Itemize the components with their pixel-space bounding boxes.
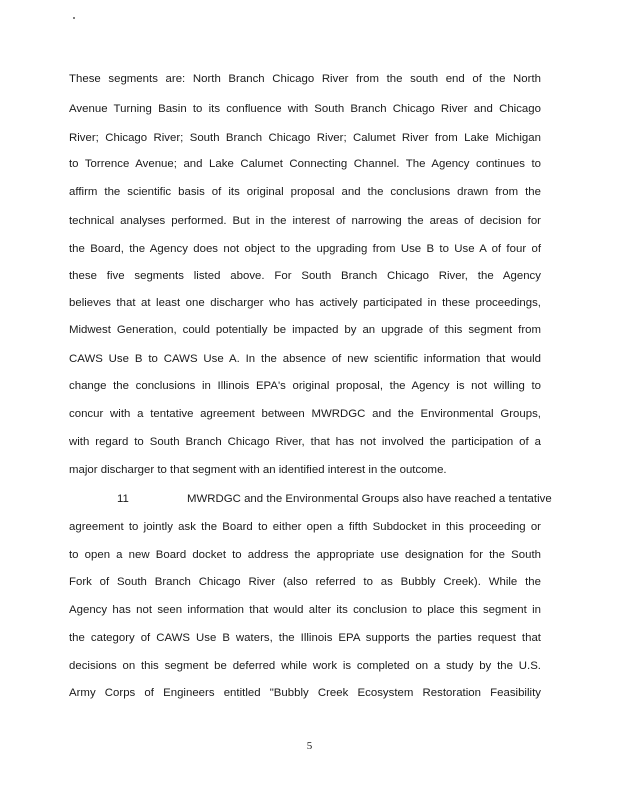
paragraph-1-line-15: major discharger to that segment with an identified interest in the outcome.: [69, 464, 447, 476]
paragraph-1-line-10: Midwest Generation, could potentially be impacted by an upgrade of this segment from: [69, 324, 541, 336]
paragraph-1-line-13: concur with a tentative agreement between MWRDGC and the Environmental Groups,: [69, 408, 541, 420]
paragraph-1-line-7: the Board, the Agency does not object to the upgrading from Use B to Use A of four of: [69, 243, 541, 255]
paragraph-1-line-6: technical analyses performed. But in the interest of narrowing the areas of decision for: [69, 215, 541, 227]
page-number: 5: [306, 740, 313, 752]
paragraph-number: 11: [117, 493, 129, 505]
paragraph-2-line-4: Fork of South Branch Chicago River (also referred to as Bubbly Creek). While the: [69, 576, 541, 588]
paragraph-2-line-5: Agency has not seen information that would alter its conclusion to place this segment in: [69, 604, 541, 616]
paragraph-2-line-3: to open a new Board docket to address the appropriate use designation for the South: [69, 549, 541, 561]
paragraph-2-line-1: MWRDGC and the Environmental Groups also have reached a tentative: [187, 493, 552, 505]
scan-artifact: [73, 17, 75, 19]
paragraph-1-line-5: affirm the scientific basis of its original proposal and the conclusions drawn from the: [69, 186, 541, 198]
paragraph-1-line-4: to Torrence Avenue; and Lake Calumet Connecting Channel. The Agency continues to: [69, 158, 541, 170]
paragraph-2-line-6: the category of CAWS Use B waters, the Illinois EPA supports the parties request that: [69, 632, 541, 644]
paragraph-1-line-9: believes that at least one discharger who has actively participated in these proceedings,: [69, 297, 541, 309]
paragraph-1-line-14: with regard to South Branch Chicago River, that has not involved the participation of a: [69, 436, 541, 448]
paragraph-2-line-8: Army Corps of Engineers entitled "Bubbly Creek Ecosystem Restoration Feasibility: [69, 687, 541, 699]
paragraph-1-line-1: These segments are: North Branch Chicago River from the south end of the North: [69, 73, 541, 85]
paragraph-2-first-line: [69, 492, 552, 506]
paragraph-1-line-8: these five segments listed above. For South Branch Chicago River, the Agency: [69, 270, 541, 282]
paragraph-1-line-12: change the conclusions in Illinois EPA's original proposal, the Agency is not willing to: [69, 380, 541, 392]
paragraph-2-line-2: agreement to jointly ask the Board to either open a fifth Subdocket in this proceeding or: [69, 521, 541, 533]
paragraph-1-line-3: River; Chicago River; South Branch Chicago River; Calumet River from Lake Michigan: [69, 132, 541, 144]
paragraph-1-line-11: CAWS Use B to CAWS Use A. In the absence of new scientific information that would: [69, 353, 541, 365]
paragraph-1-line-2: Avenue Turning Basin to its confluence with South Branch Chicago River and Chicago: [69, 103, 541, 115]
paragraph-2-line-7: decisions on this segment be deferred while work is completed on a study by the U.S.: [69, 660, 541, 672]
